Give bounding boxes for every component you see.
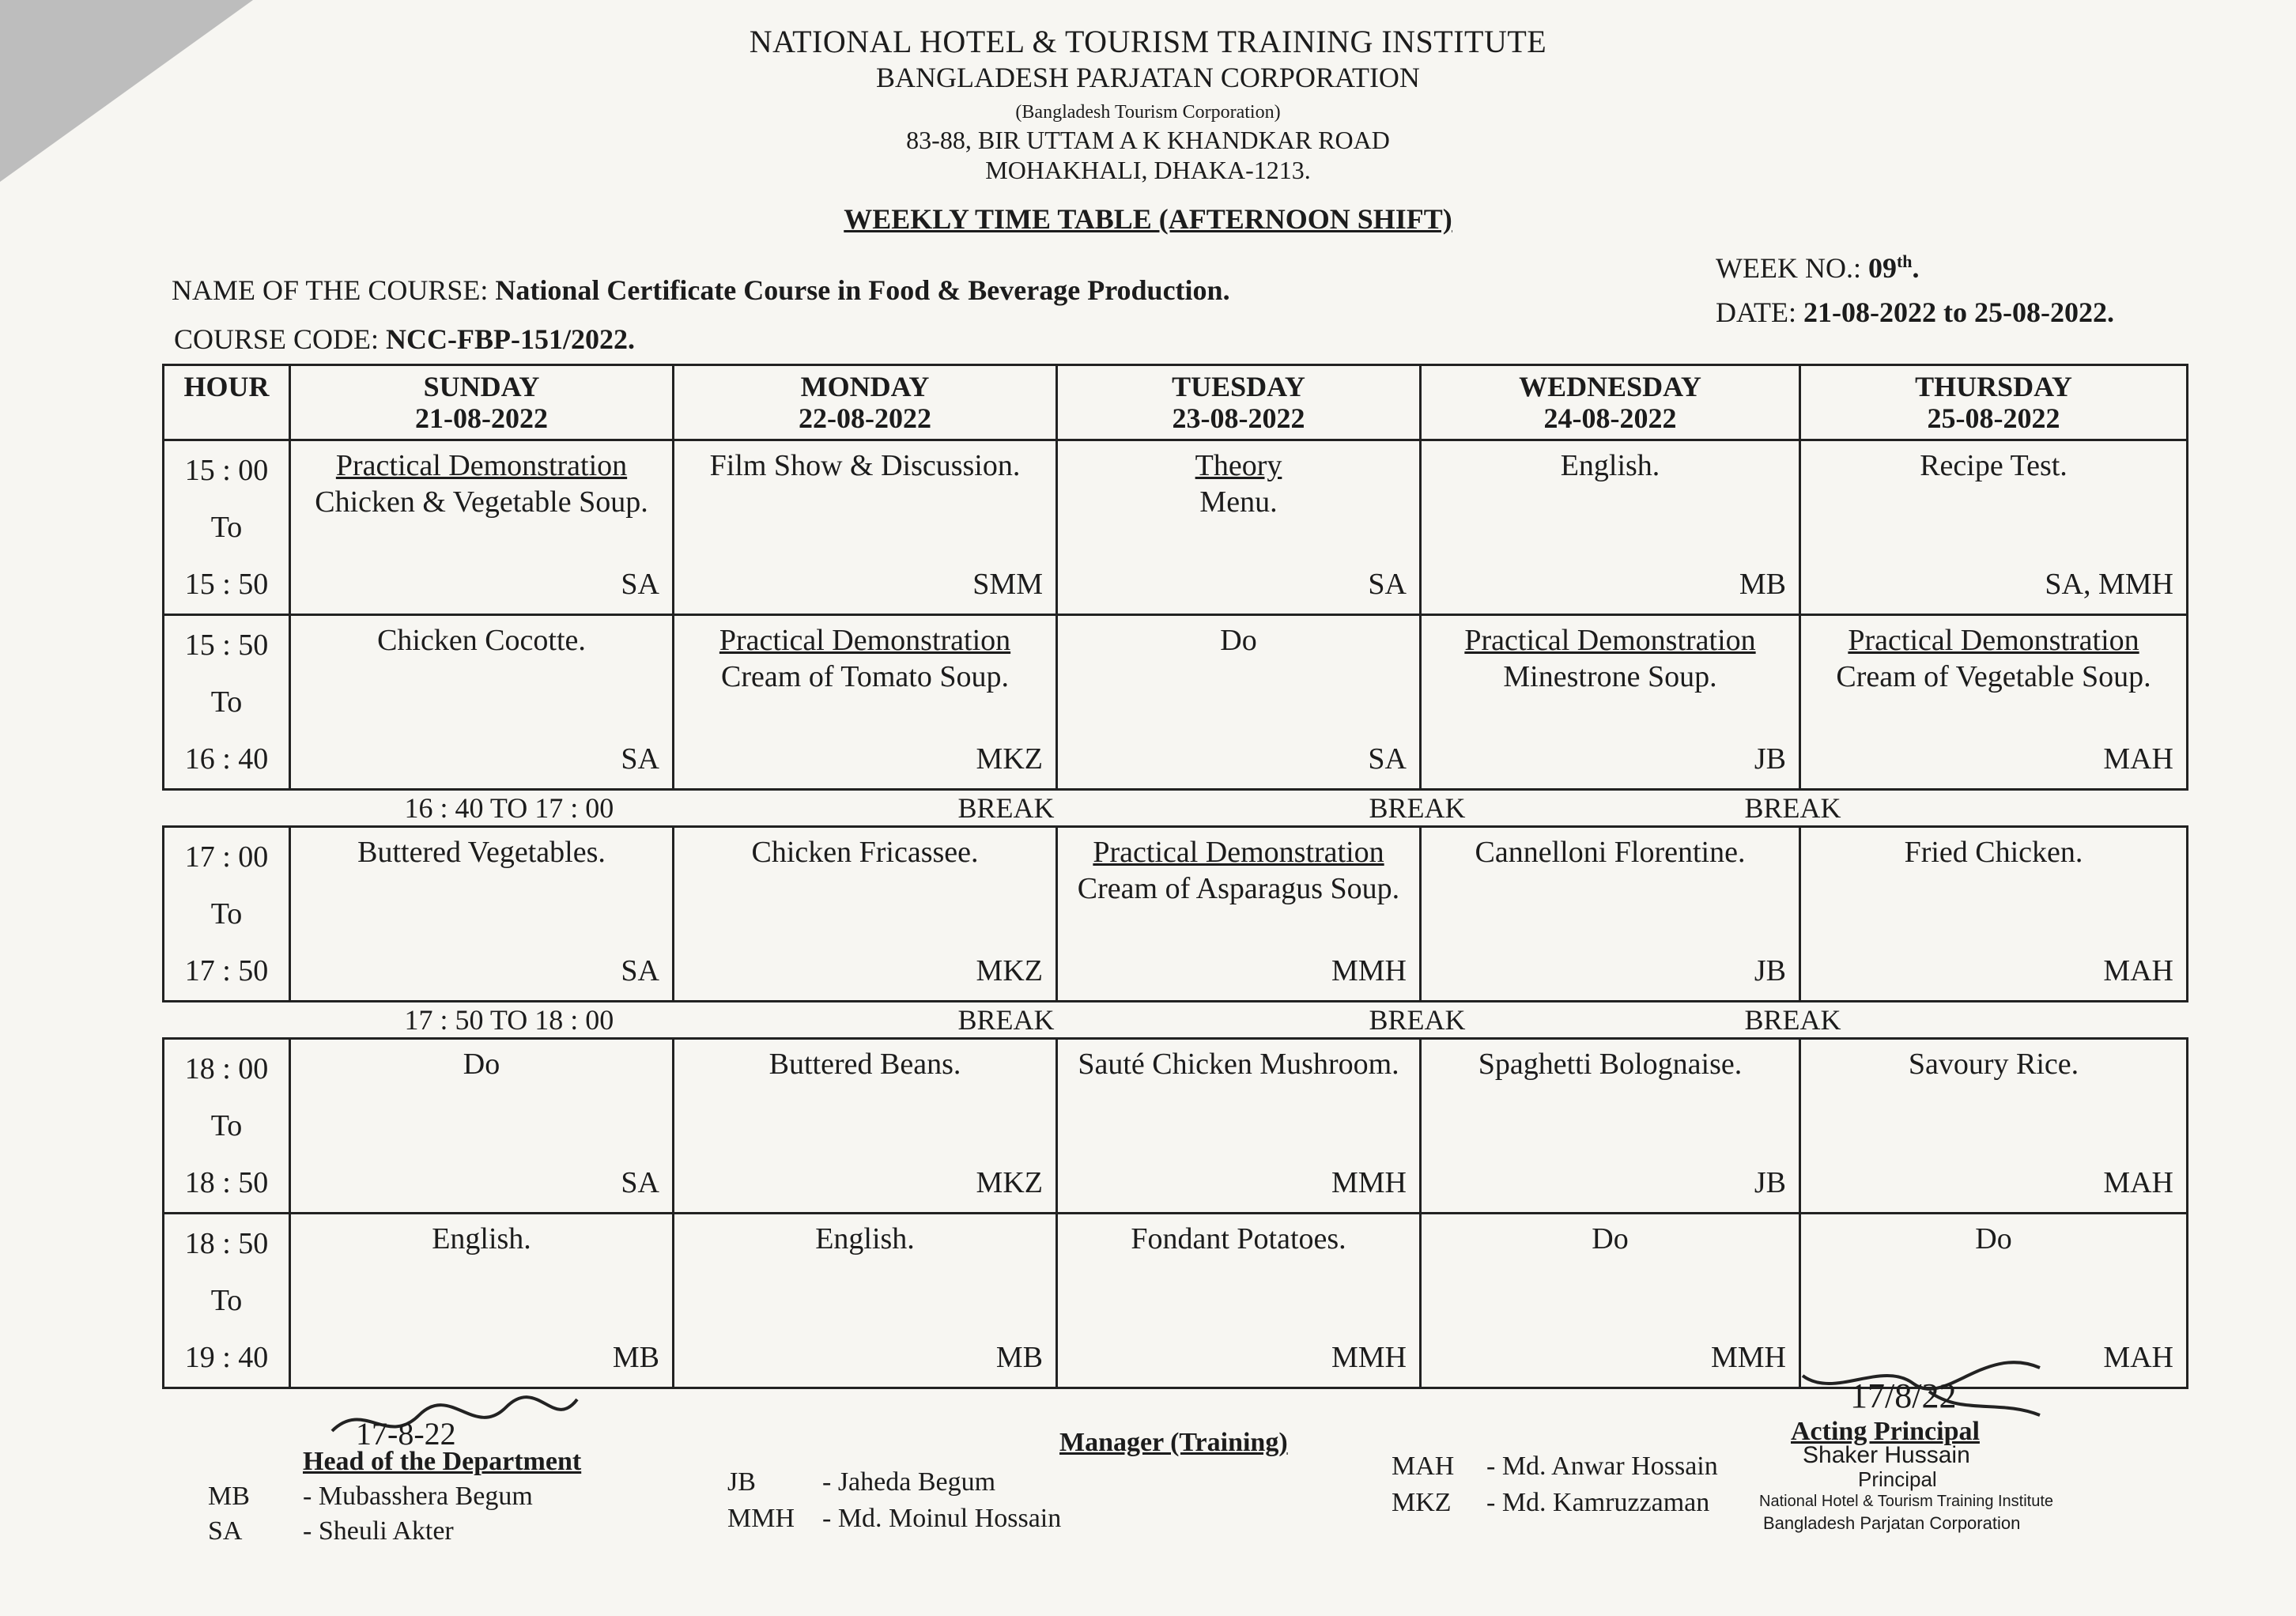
break-label: BREAK: [1369, 1004, 1466, 1036]
day-header: THURSDAY 25-08-2022: [1800, 365, 2188, 440]
institute-name: NATIONAL HOTEL & TOURISM TRAINING INSTITUTE: [749, 24, 1547, 59]
lesson-cell: [1800, 1039, 2188, 1214]
teacher-code: MB: [612, 1341, 659, 1374]
corporation-english: (Bangladesh Tourism Corporation): [1015, 102, 1281, 123]
date-label: DATE:: [1716, 296, 1796, 328]
teacher-code: SA: [621, 568, 659, 601]
table-row: [164, 440, 2188, 615]
lesson-cell: [290, 827, 674, 1002]
break-time: 17 : 50 TO 18 : 00: [404, 1004, 614, 1036]
lesson-type: Practical Demonstration: [1848, 624, 2139, 657]
legend-code: MMH: [727, 1504, 795, 1533]
teacher-code: JB: [1754, 954, 1786, 987]
teacher-code: JB: [1754, 1166, 1786, 1199]
hour-cell: 15 : 00 To 15 : 50: [164, 440, 290, 615]
lesson-cell: [1421, 1214, 1800, 1388]
lesson-subject: English.: [432, 1222, 531, 1255]
break-label: BREAK: [1744, 1004, 1841, 1036]
lesson-cell: [290, 440, 674, 615]
hour-cell: 18 : 50 To 19 : 40: [164, 1214, 290, 1388]
lesson-subject: Spaghetti Bolognaise.: [1478, 1048, 1743, 1081]
legend-name: - Sheuli Akter: [303, 1516, 454, 1546]
teacher-code: JB: [1754, 742, 1786, 776]
timetable-header-row: [164, 365, 2188, 440]
day-header: WEDNESDAY 24-08-2022: [1421, 365, 1800, 440]
week-label: WEEK NO.:: [1716, 252, 1861, 284]
principal-org-1: National Hotel & Tourism Training Institute: [1759, 1493, 2054, 1510]
teacher-code: MMH: [1331, 1166, 1407, 1199]
break-row: [164, 790, 2188, 827]
teacher-code: SA, MMH: [2045, 568, 2173, 601]
hour-cell: 18 : 00 To 18 : 50: [164, 1039, 290, 1214]
teacher-code: SA: [621, 954, 659, 987]
lesson-cell: [1421, 440, 1800, 615]
lesson-subject: Do: [1975, 1222, 2012, 1255]
lesson-type: Practical Demonstration: [719, 624, 1011, 657]
corporation-name: BANGLADESH PARJATAN CORPORATION: [876, 62, 1420, 93]
lesson-subject: Sauté Chicken Mushroom.: [1078, 1048, 1399, 1081]
lesson-cell: [290, 615, 674, 790]
lesson-cell: [1421, 1039, 1800, 1214]
lesson-cell: [674, 615, 1057, 790]
address-line-1: 83-88, BIR UTTAM A K KHANDKAR ROAD: [906, 126, 1390, 154]
acting-principal: Acting Principal: [1791, 1417, 1980, 1446]
lesson-subject: Recipe Test.: [1920, 449, 2068, 482]
institute-header: [0, 24, 2296, 185]
principal-title: Principal: [1858, 1467, 1937, 1491]
principal-org-2: Bangladesh Parjatan Corporation: [1763, 1513, 2021, 1533]
break-label: BREAK: [957, 1004, 1055, 1036]
legend-name: - Md. Anwar Hossain: [1486, 1452, 1718, 1481]
lesson-cell: [1800, 440, 2188, 615]
lesson-cell: [674, 1214, 1057, 1388]
table-row: [164, 1039, 2188, 1214]
teacher-code: MMH: [1710, 1341, 1786, 1374]
break-label: BREAK: [1744, 792, 1841, 824]
lesson-subject: Chicken Cocotte.: [377, 624, 586, 657]
course-name-label: NAME OF THE COURSE:: [172, 274, 489, 306]
lesson-cell: [1057, 827, 1421, 1002]
teacher-code: SA: [1368, 742, 1407, 776]
teacher-code: MMH: [1331, 1341, 1407, 1374]
lesson-cell: [290, 1214, 674, 1388]
lesson-cell: [1800, 615, 2188, 790]
lesson-cell: [1800, 827, 2188, 1002]
teacher-code: MB: [995, 1341, 1043, 1374]
lesson-subject: Film Show & Discussion.: [709, 449, 1021, 482]
teacher-code: MKZ: [976, 742, 1043, 776]
lesson-cell: [1057, 1039, 1421, 1214]
lesson-subject: Menu.: [1199, 485, 1278, 519]
legend-code: JB: [727, 1467, 756, 1497]
teacher-code: SMM: [972, 568, 1043, 601]
lesson-cell: [1057, 440, 1421, 615]
lesson-type: Practical Demonstration: [1464, 624, 1756, 657]
course-code: [174, 323, 635, 356]
hour-header: HOUR: [164, 365, 290, 440]
week-number: WEEK NO.: 09th.: [1716, 251, 1920, 284]
lesson-subject: Do: [1592, 1222, 1629, 1255]
lesson-subject: Cream of Tomato Soup.: [721, 660, 1009, 693]
lesson-subject: Fried Chicken.: [1904, 836, 2083, 869]
principal-signature-date: 17/8/22: [1850, 1376, 1957, 1415]
legend-name: - Md. Kamruzzaman: [1486, 1488, 1710, 1517]
teacher-code: MMH: [1331, 954, 1407, 987]
week-suffix: th: [1896, 251, 1913, 271]
page-title: WEEKLY TIME TABLE (AFTERNOON SHIFT): [844, 203, 1452, 235]
teacher-code: MKZ: [976, 954, 1043, 987]
teacher-code: SA: [621, 1166, 659, 1199]
timetable: [162, 364, 2188, 1389]
teacher-code: MKZ: [976, 1166, 1043, 1199]
lesson-subject: Chicken & Vegetable Soup.: [315, 485, 648, 519]
lesson-cell: [290, 1039, 674, 1214]
table-row: [164, 827, 2188, 1002]
legend-code: SA: [208, 1516, 243, 1546]
lesson-cell: [1057, 615, 1421, 790]
lesson-cell: [1421, 827, 1800, 1002]
principal-name: Shaker Hussain: [1803, 1442, 1970, 1468]
day-header: MONDAY 22-08-2022: [674, 365, 1057, 440]
head-signature-date: 17-8-22: [356, 1416, 456, 1452]
hour-cell: 17 : 00 To 17 : 50: [164, 827, 290, 1002]
break-time: 16 : 40 TO 17 : 00: [404, 792, 614, 824]
course-code-label: COURSE CODE:: [174, 323, 380, 355]
lesson-cell: [674, 440, 1057, 615]
lesson-cell: [1057, 1214, 1421, 1388]
course-name-value: National Certificate Course in Food & Beverage Production.: [495, 274, 1230, 306]
lesson-subject: Do: [463, 1048, 500, 1081]
date-value: 21-08-2022 to 25-08-2022.: [1803, 296, 2114, 328]
lesson-subject: Cannelloni Florentine.: [1475, 836, 1746, 869]
manager-training: Manager (Training): [1059, 1428, 1288, 1457]
lesson-subject: English.: [1560, 449, 1660, 482]
legend-name: - Mubasshera Begum: [303, 1482, 533, 1511]
lesson-subject: Buttered Vegetables.: [357, 836, 606, 869]
break-label: BREAK: [1369, 792, 1466, 824]
lesson-cell: [674, 1039, 1057, 1214]
lesson-cell: [674, 827, 1057, 1002]
legend-name: - Jaheda Begum: [822, 1467, 996, 1497]
head-of-department: Head of the Department: [303, 1447, 582, 1476]
lesson-subject: Fondant Potatoes.: [1131, 1222, 1346, 1255]
lesson-subject: English.: [815, 1222, 915, 1255]
lesson-subject: Savoury Rice.: [1908, 1048, 2079, 1081]
teacher-code: MB: [1739, 568, 1786, 601]
week-value: 09: [1867, 252, 1897, 284]
legend-code: MAH: [1392, 1452, 1455, 1481]
teacher-code: MAH: [2103, 954, 2173, 987]
teacher-code: MAH: [2103, 1341, 2173, 1374]
lesson-subject: Do: [1220, 624, 1257, 657]
teacher-code: SA: [1368, 568, 1407, 601]
lesson-subject: Cream of Asparagus Soup.: [1077, 872, 1400, 905]
course-name: [172, 274, 1230, 307]
week-date: [1716, 296, 2114, 329]
legend-name: - Md. Moinul Hossain: [822, 1504, 1062, 1533]
lesson-subject: Cream of Vegetable Soup.: [1836, 660, 2151, 693]
lesson-subject: Chicken Fricassee.: [751, 836, 979, 869]
lesson-cell: [1421, 615, 1800, 790]
break-label: BREAK: [957, 792, 1055, 824]
day-header: SUNDAY 21-08-2022: [290, 365, 674, 440]
lesson-type: Practical Demonstration: [335, 449, 628, 482]
legend-code: MB: [208, 1482, 250, 1511]
break-row: [164, 1002, 2188, 1039]
course-code-value: NCC-FBP-151/2022.: [386, 323, 635, 355]
lesson-type: Practical Demonstration: [1093, 836, 1384, 869]
day-header: TUESDAY 23-08-2022: [1057, 365, 1421, 440]
legend-code: MKZ: [1392, 1488, 1452, 1517]
lesson-subject: Minestrone Soup.: [1503, 660, 1717, 693]
teacher-code: SA: [621, 742, 659, 776]
table-row: [164, 615, 2188, 790]
lesson-type: Theory: [1195, 449, 1282, 482]
teacher-code: MAH: [2103, 1166, 2173, 1199]
hour-cell: 15 : 50 To 16 : 40: [164, 615, 290, 790]
teacher-code: MAH: [2103, 742, 2173, 776]
lesson-subject: Buttered Beans.: [768, 1048, 961, 1081]
address-line-2: MOHAKHALI, DHAKA-1213.: [985, 156, 1311, 184]
